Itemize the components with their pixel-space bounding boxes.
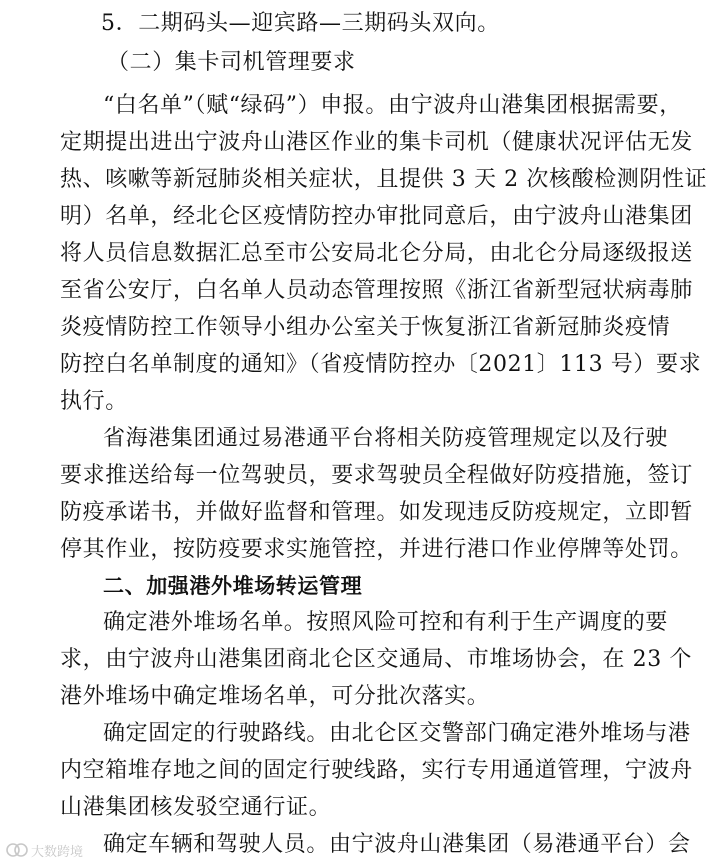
paragraph-line: 省海港集团通过易港通平台将相关防疫管理规定以及行驶 bbox=[103, 426, 669, 451]
paragraph-line: 炎疫情防控工作领导小组办公室关于恢复浙江省新冠肺炎疫情 bbox=[60, 315, 671, 340]
paragraph-line: 防控白名单制度的通知》（省疫情防控办〔2021〕113 号）要求 bbox=[60, 352, 702, 377]
paragraph-line: 要求推送给每一位驾驶员，要求驾驶员全程做好防疫措施，签订 bbox=[60, 463, 693, 488]
paragraph-line: 明）名单，经北仑区疫情防控办审批同意后，由宁波舟山港集团 bbox=[60, 204, 693, 229]
watermark-text: 大数跨境 bbox=[31, 844, 84, 860]
paragraph-line: 执行。 bbox=[60, 389, 128, 414]
watermark bbox=[6, 840, 83, 860]
paragraph-line: 确定固定的行驶路线。由北仑区交警部门确定港外堆场与港 bbox=[103, 721, 691, 746]
paragraph-line: 停其作业，按防疫要求实施管控，并进行港口作业停牌等处罚。 bbox=[60, 537, 693, 562]
watermark-logo-icon bbox=[6, 842, 28, 858]
list-item-5: 5．二期码头—迎宾路—三期码头双向。 bbox=[101, 11, 500, 36]
paragraph-line: 将人员信息数据汇总至市公安局北仑分局，由北仑分局逐级报送 bbox=[60, 241, 693, 266]
section-heading-driver-requirements: （二）集卡司机管理要求 bbox=[107, 50, 356, 75]
paragraph-line: “白名单”（赋“绿码”）申报。由宁波舟山港集团根据需要， bbox=[103, 93, 682, 118]
paragraph-line: 港外堆场中确定堆场名单，可分批次落实。 bbox=[60, 684, 490, 709]
paragraph-line: 防疫承诺书，并做好监督和管理。如发现违反防疫规定，立即暂 bbox=[60, 500, 693, 525]
paragraph-line: 山港集团核发驳空通行证。 bbox=[60, 795, 332, 820]
paragraph-line: 确定车辆和驾驶人员。由宁波舟山港集团（易港通平台）会 bbox=[103, 832, 691, 857]
paragraph-line: 定期提出进出宁波舟山港区作业的集卡司机（健康状况评估无发 bbox=[60, 130, 693, 155]
paragraph-line: 热、咳嗽等新冠肺炎相关症状，且提供 3 天 2 次核酸检测阴性证 bbox=[60, 167, 708, 192]
paragraph-line: 求，由宁波舟山港集团商北仑区交通局、市堆场协会，在 23 个 bbox=[60, 647, 692, 672]
paragraph-line: 至省公安厅，白名单人员动态管理按照《浙江省新型冠状病毒肺 bbox=[60, 278, 693, 303]
section-heading-yard-transfer: 二、加强港外堆场转运管理 bbox=[103, 574, 363, 598]
paragraph-line: 内空箱堆存地之间的固定行驶线路，实行专用通道管理，宁波舟 bbox=[60, 758, 693, 783]
paragraph-line: 确定港外堆场名单。按照风险可控和有利于生产调度的要 bbox=[103, 610, 669, 635]
